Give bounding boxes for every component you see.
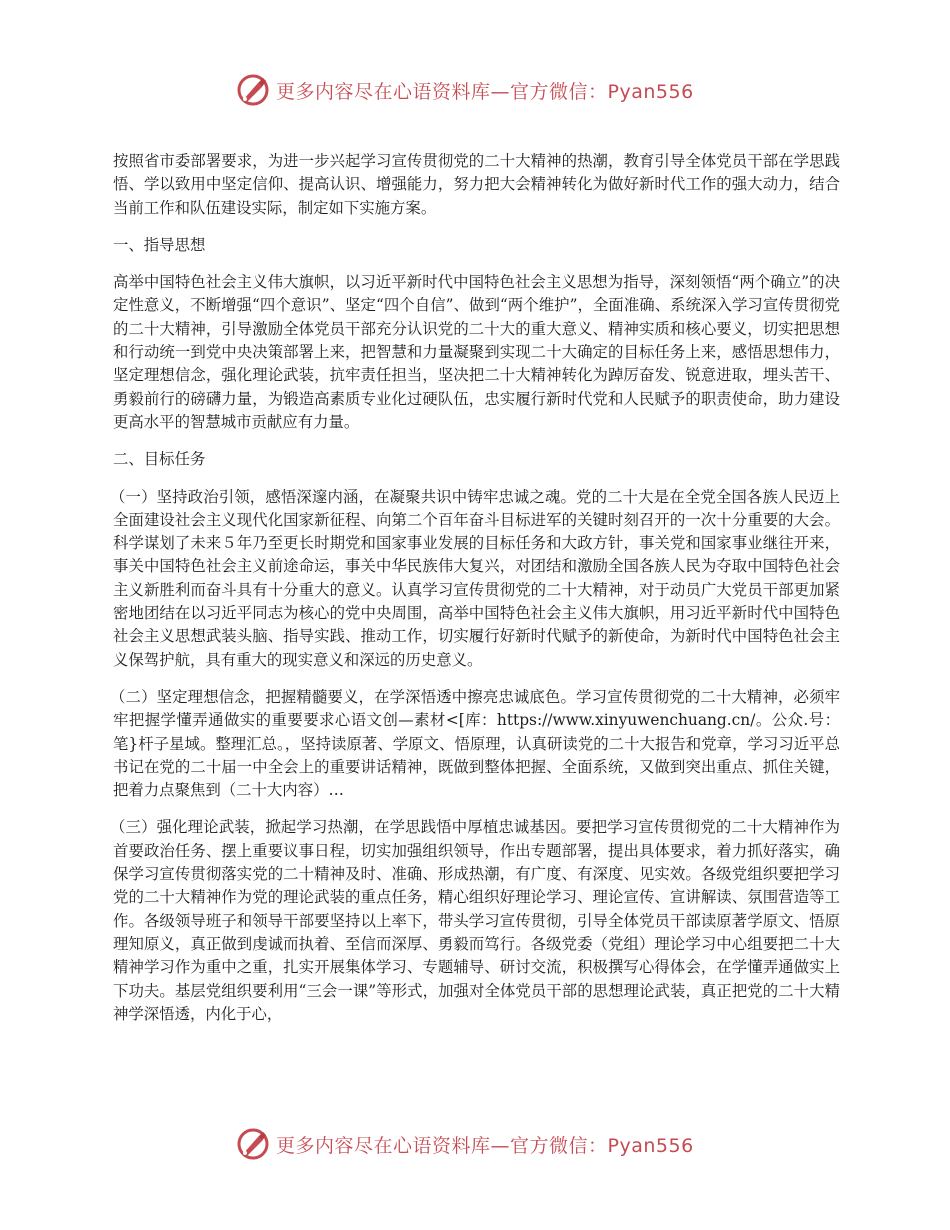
pen-logo-icon — [236, 73, 270, 107]
watermark-text: 更多内容尽在心语资料库—官方微信：Pyan556 — [276, 1134, 694, 1157]
pen-logo-icon — [236, 1127, 270, 1161]
watermark-banner-bottom — [236, 1124, 716, 1164]
guiding-ideology-paragraph: 高举中国特色社会主义伟大旗帜，以习近平新时代中国特色社会主义思想为指导，深刻领悟“两个确立”的决定性意义，不断增强“四个意识”、坚定“四个自信”、做到“两个维护”，全面准确、系统深入学习宣传贯彻党的二十大精神，引导激励全体党员干部充分认识党的二十大的重大意义、精神实质和核心要义，切实把思想和行动统一到党中央决策部署上来，把智慧和力量凝聚到实现二十大确定的目标任务上来，感悟思想伟力，坚定理想信念，强化理论武装，抗牢责任担当，坚决把二十大精神转化为踔厉奋发、锐意进取，埋头苦干、勇毅前行的磅礴力量，为锻造高素质专业化过硬队伍，忠实履行新时代党和人民赋予的职责使命，助力建设更高水平的智慧城市贡献应有力量。 — [113, 273, 840, 431]
section-heading-guiding-ideology: 一、指导思想 — [113, 235, 206, 254]
document-body — [110, 150, 840, 1040]
watermark-text: 更多内容尽在心语资料库—官方微信：Pyan556 — [276, 80, 694, 103]
goal-item-2: （二）坚定理想信念，把握精髓要义，在学深悟透中擦亮忠诚底色。学习宣传贯彻党的二十大精神，必须牢牢把握学懂弄通做实的重要要求心语文创—素材<[库：https://www.xinyuwenchuang.cn/。公众.号：笔}杆子星域。整理汇总。，坚持读原著、学原文、悟原理，认真研读党的二十大报告和党章，学习习近平总书记在党的二十届一中全会上的重要讲话精神，既做到整体把握、全面系统，又做到突出重点、抓住关键，把着力点聚焦到（二十大内容）… — [110, 687, 840, 800]
goal-item-3: （三）强化理论武装，掀起学习热潮，在学思践悟中厚植忠诚基因。要把学习宣传贯彻党的二十大精神作为首要政治任务、摆上重要议事日程，切实加强组织领导，作出专题部署，提出具体要求，着力抓好落实，确保学习宣传贯彻落实党的二十精神及时、准确、形成热潮，有广度、有深度、见实效。各级党组织要把学习党的二十大精神作为党的理论武装的重点任务，精心组织好理论学习、理论宣传、宣讲解读、氛围营造等工作。各级领导班子和领导干部要坚持以上率下，带头学习宣传贯彻，引导全体党员干部读原著学原文、悟原理知原义，真正做到虔诚而执着、至信而深厚、勇毅而笃行。各级党委（党组）理论学习中心组要把二十大精神学习作为重中之重，扎实开展集体学习、专题辅导、研讨交流，积极撰写心得体会，在学懂弄通做实上下功夫。基层党组织要利用“三会一课”等形式，加强对全体党员干部的思想理论武装，真正把党的二十大精神学深悟透，内化于心， — [110, 818, 840, 1023]
intro-paragraph: 按照省市委部署要求，为进一步兴起学习宣传贯彻党的二十大精神的热潮，教育引导全体党员干部在学思践悟、学以致用中坚定信仰、提高认识、增强能力，努力把大会精神转化为做好新时代工作的强大动力，结合当前工作和队伍建设实际，制定如下实施方案。 — [113, 152, 840, 217]
goal-item-1: （一）坚持政治引领，感悟深邃内涵，在凝聚共识中铸牢忠诚之魂。党的二十大是在全党全国各族人民迈上全面建设社会主义现代化国家新征程、向第二个百年奋斗目标进军的关键时刻召开的一次十分重要的大会。科学谋划了未来５年乃至更长时期党和国家事业发展的目标任务和大政方针，事关党和国家事业继往开来，事关中国特色社会主义前途命运，事关中华民族伟大复兴，对团结和激励全国各族人民为夺取中国特色社会主义新胜利而奋斗具有十分重大的意义。认真学习宣传贯彻党的二十大精神，对于动员广大党员干部更加紧密地团结在以习近平同志为核心的党中央周围，高举中国特色社会主义伟大旗帜，用习近平新时代中国特色社会主义思想武装头脑、指导实践、推动工作，切实履行好新时代赋予的新使命，为新时代中国特色社会主义保驾护航，具有重大的现实意义和深远的历史意义。 — [110, 487, 840, 669]
watermark-banner-top — [236, 70, 716, 110]
section-heading-goals: 二、目标任务 — [113, 450, 206, 469]
